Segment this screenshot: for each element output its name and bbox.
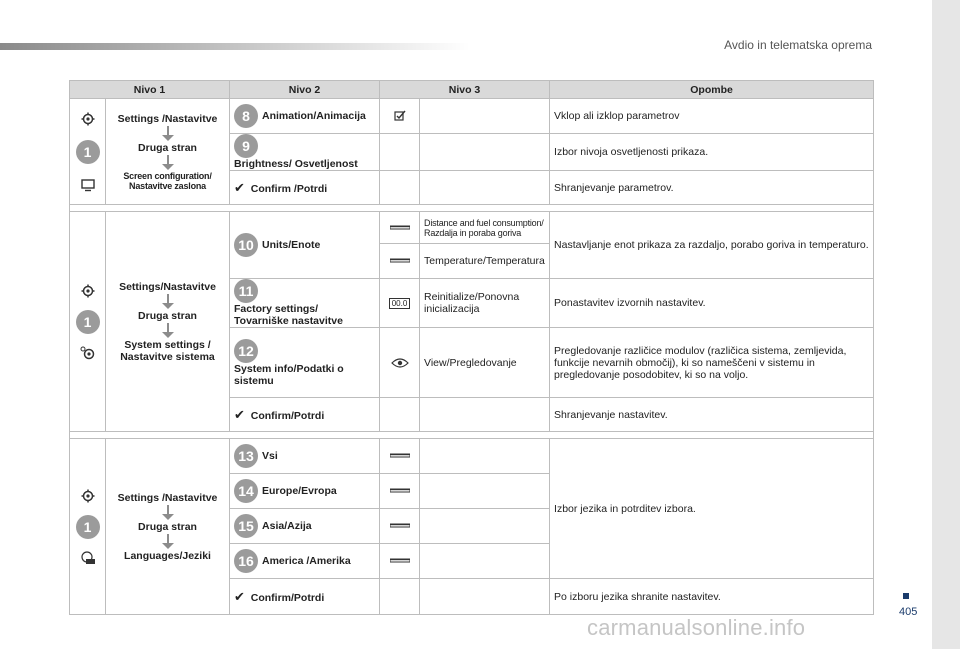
level3-icon-cell xyxy=(380,244,420,279)
level2-label: Confirm/Potrdi xyxy=(250,591,325,604)
level3-cell xyxy=(420,99,550,134)
level2-label: Animation/Animacija xyxy=(262,110,366,122)
slider-bar-icon xyxy=(390,488,410,494)
gear-icon xyxy=(81,489,95,503)
level2-cell xyxy=(230,398,380,432)
checkbox-icon xyxy=(394,110,406,122)
level3-icon-cell xyxy=(380,279,420,328)
note-cell: Shranjevanje parametrov. xyxy=(550,171,874,205)
step-badge: 14 xyxy=(234,479,258,503)
level2-cell xyxy=(230,171,380,205)
table-row xyxy=(70,439,874,474)
level2-label: System info/Podatki o sistemu xyxy=(234,362,344,387)
page-side-strip xyxy=(932,0,960,649)
column-header: Nivo 2 xyxy=(230,81,380,99)
level3-icon-cell xyxy=(380,99,420,134)
level3-icon-cell xyxy=(380,171,420,205)
level2-cell xyxy=(230,134,380,171)
note-cell: Vklop ali izklop parametrov xyxy=(550,99,874,134)
level3-cell: Distance and fuel consumption/ Razdalja in poraba goriva xyxy=(420,212,550,244)
level2-label: Units/Enote xyxy=(262,239,321,252)
gear-icon xyxy=(81,284,95,298)
column-header: Nivo 3 xyxy=(380,81,550,99)
down-arrow-icon xyxy=(162,534,174,549)
down-arrow-icon xyxy=(162,155,174,170)
note-cell: Ponastavitev izvornih nastavitev. xyxy=(550,279,874,328)
note-cell: Pregledovanje različice modulov (različica sistema, zemljevida, funkcije nevarnih območij), ki so nameščeni v sistemu in pregledovanje posodobitev, ki so na voljo. xyxy=(550,328,874,398)
table-row xyxy=(70,212,874,244)
level3-cell xyxy=(420,134,550,171)
checkmark-icon: ✔ xyxy=(234,179,245,195)
level3-icon-cell xyxy=(380,474,420,509)
page-header-title: Avdio in telematska oprema xyxy=(724,38,872,52)
level2-cell xyxy=(230,212,380,279)
level2-cell xyxy=(230,544,380,579)
page-marker xyxy=(903,593,909,599)
level3-cell: View/Pregledovanje xyxy=(420,328,550,398)
level3-icon-cell xyxy=(380,134,420,171)
table-header-row xyxy=(70,81,874,99)
level2-cell xyxy=(230,579,380,615)
slider-bar-icon xyxy=(390,558,410,564)
note-cell: Izbor nivoja osvetljenosti prikaza. xyxy=(550,134,874,171)
level3-icon-cell xyxy=(380,212,420,244)
watermark: carmanualsonline.info xyxy=(587,615,806,640)
step-badge: 1 xyxy=(76,310,100,334)
level3-icon-cell xyxy=(380,579,420,615)
level2-label: Vsi xyxy=(262,450,278,463)
step-badge: 9 xyxy=(234,134,258,158)
level2-label: America /Amerika xyxy=(262,555,351,568)
level2-cell xyxy=(230,439,380,474)
step-badge: 12 xyxy=(234,339,258,363)
level3-cell xyxy=(420,544,550,579)
level2-label: Confirm/Potrdi xyxy=(250,409,325,422)
step-badge: 8 xyxy=(234,104,258,128)
level1-path-cell xyxy=(106,212,230,432)
level3-cell: Reinitialize/Ponovna inicializacija xyxy=(420,279,550,328)
level1-item: Settings /Nastavitve xyxy=(117,491,218,504)
step-badge: 16 xyxy=(234,549,258,573)
down-arrow-icon xyxy=(162,323,174,338)
slider-bar-icon xyxy=(390,453,410,459)
step-badge: 13 xyxy=(234,444,258,468)
level2-label: Brightness/ Osvetljenost xyxy=(234,158,358,171)
level1-path-cell xyxy=(106,439,230,615)
note-cell: Nastavljanje enot prikaza za razdaljo, porabo goriva in temperaturo. xyxy=(550,212,874,279)
level1-icon-cell xyxy=(70,439,106,615)
settings-table xyxy=(69,80,874,615)
level3-cell xyxy=(420,579,550,615)
level1-icon-cell xyxy=(70,212,106,432)
level2-label: Europe/Evropa xyxy=(262,485,337,498)
level2-label: Confirm /Potrdi xyxy=(250,182,328,195)
language-icon xyxy=(80,551,96,565)
level3-cell xyxy=(420,439,550,474)
system-settings-icon xyxy=(80,346,96,360)
level3-icon-cell xyxy=(380,398,420,432)
step-badge: 1 xyxy=(76,515,100,539)
counter-icon: 00.0 xyxy=(389,298,411,309)
table-row xyxy=(70,99,874,134)
level2-cell xyxy=(230,279,380,328)
note-cell: Shranjevanje nastavitev. xyxy=(550,398,874,432)
level3-cell xyxy=(420,509,550,544)
level2-cell xyxy=(230,509,380,544)
eye-icon xyxy=(391,357,409,369)
level1-item: Settings /Nastavitve xyxy=(117,112,218,125)
level1-path-cell xyxy=(106,99,230,205)
level3-cell xyxy=(420,398,550,432)
level3-icon-cell xyxy=(380,509,420,544)
level3-cell xyxy=(420,171,550,205)
down-arrow-icon xyxy=(162,294,174,309)
note-cell: Izbor jezika in potrditev izbora. xyxy=(550,439,874,579)
level1-item: Settings/Nastavitve xyxy=(119,280,216,293)
level1-item: Druga stran xyxy=(138,141,197,154)
header-gradient-bar xyxy=(0,43,470,50)
level1-icon-cell xyxy=(70,99,106,205)
step-badge: 11 xyxy=(234,279,258,303)
step-badge: 10 xyxy=(234,233,258,257)
level3-cell: Temperature/Temperatura xyxy=(420,244,550,279)
level1-item: Languages/Jeziki xyxy=(124,549,211,562)
level3-icon-cell xyxy=(380,328,420,398)
checkmark-icon: ✔ xyxy=(234,406,245,422)
gear-icon xyxy=(81,112,95,126)
checkmark-icon: ✔ xyxy=(234,588,245,604)
screen-icon xyxy=(81,178,95,192)
down-arrow-icon xyxy=(162,126,174,141)
down-arrow-icon xyxy=(162,505,174,520)
slider-bar-icon xyxy=(390,258,410,264)
level2-cell xyxy=(230,99,380,134)
step-badge: 15 xyxy=(234,514,258,538)
page-number: 405 xyxy=(899,606,918,618)
level3-cell xyxy=(420,474,550,509)
level1-item: Druga stran xyxy=(138,309,197,322)
level1-item: Screen configuration/ Nastavitve zaslona xyxy=(123,170,212,191)
slider-bar-icon xyxy=(390,523,410,529)
level2-cell xyxy=(230,474,380,509)
level1-item: Druga stran xyxy=(138,520,197,533)
level1-item: System settings / Nastavitve sistema xyxy=(120,338,215,363)
level2-cell xyxy=(230,328,380,398)
column-header: Nivo 1 xyxy=(70,81,230,99)
slider-bar-icon xyxy=(390,225,410,231)
level2-label: Factory settings/ Tovarniške nastavitve xyxy=(234,303,343,328)
column-header: Opombe xyxy=(550,81,874,99)
note-cell: Po izboru jezika shranite nastavitev. xyxy=(550,579,874,615)
level3-icon-cell xyxy=(380,544,420,579)
level3-icon-cell xyxy=(380,439,420,474)
step-badge: 1 xyxy=(76,140,100,164)
level2-label: Asia/Azija xyxy=(262,520,312,533)
